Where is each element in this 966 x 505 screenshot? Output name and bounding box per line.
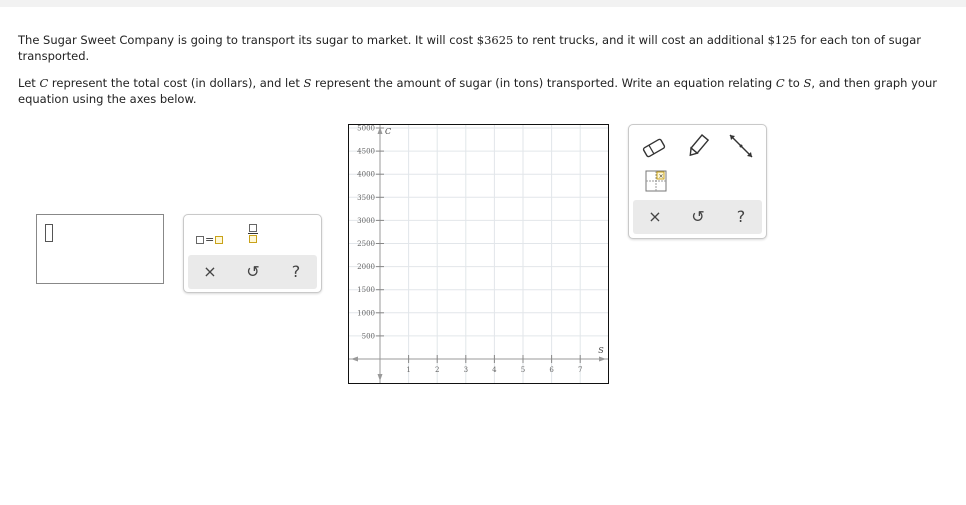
numerator-box-icon: [249, 224, 257, 232]
y-tick-label: 2500: [357, 240, 375, 248]
x-tick-label: 2: [434, 366, 440, 374]
eraser-icon[interactable]: [641, 137, 667, 159]
problem-text: Let: [18, 76, 40, 90]
y-tick-label: 4500: [357, 147, 375, 156]
variable-s: S: [303, 76, 312, 90]
variable-s: S: [803, 76, 812, 90]
x-tick-label: 4: [492, 366, 497, 374]
problem-text: to rent trucks, and it will cost an additional: [513, 33, 768, 47]
y-tick-label: 5000: [357, 125, 375, 133]
problem-paragraph-2: [18, 75, 938, 107]
per-ton-cost-value: $125: [767, 33, 797, 47]
x-tick-label: 6: [549, 366, 554, 374]
denominator-box-icon: [249, 235, 257, 243]
variable-c: C: [775, 76, 785, 90]
clear-button[interactable]: ×: [648, 207, 662, 226]
equation-action-bar: [188, 255, 317, 289]
equals-template-button[interactable]: [196, 233, 223, 246]
help-button[interactable]: ?: [291, 262, 301, 281]
variable-c: C: [39, 76, 49, 90]
problem-text: , and then graph your equation using the axes below.: [18, 76, 937, 106]
y-axis-arrow-down: [378, 374, 383, 381]
graph-action-bar: [633, 200, 762, 234]
problem-statement: [18, 32, 938, 118]
x-tick-label: 5: [520, 366, 526, 374]
empty-box-icon: [215, 236, 223, 244]
y-tick-label: 3000: [357, 216, 375, 225]
fraction-bar: [248, 233, 258, 234]
fraction-template-button[interactable]: [247, 224, 259, 243]
x-axis-label: S: [598, 346, 604, 355]
problem-text: for each ton of sugar transported.: [18, 33, 921, 63]
y-tick-label: 1500: [357, 286, 375, 295]
problem-text: to: [784, 76, 804, 90]
undo-button[interactable]: ↺: [691, 207, 705, 226]
x-tick-label: 1: [406, 366, 411, 374]
y-tick-label: 3500: [357, 193, 375, 202]
coordinate-plane[interactable]: [349, 125, 608, 383]
x-tick-label: 7: [577, 366, 583, 374]
svg-text:×: ×: [658, 173, 664, 180]
input-cursor-placeholder: [45, 224, 53, 242]
equals-symbol: =: [205, 233, 215, 246]
problem-text: The Sugar Sweet Company is going to transport its sugar to market. It will cost: [18, 33, 477, 47]
rent-cost-value: $3625: [476, 33, 514, 47]
problem-text: represent the amount of sugar (in tons) transported. Write an equation relating: [311, 76, 776, 90]
graph-tool-palette: [628, 124, 767, 239]
problem-paragraph-1: [18, 32, 938, 64]
x-axis-arrow-left: [351, 357, 358, 362]
empty-box-icon: [196, 236, 204, 244]
y-axis-label: C: [384, 127, 392, 136]
y-tick-label: 2000: [357, 263, 375, 272]
y-tick-label: 4000: [357, 170, 375, 179]
equation-palette: [183, 214, 322, 293]
undo-button[interactable]: ↺: [246, 262, 260, 281]
line-segment-icon[interactable]: [727, 132, 755, 160]
y-tick-label: 500: [361, 332, 375, 341]
clear-button[interactable]: ×: [203, 262, 217, 281]
equation-answer-input[interactable]: [36, 214, 164, 284]
graph-area[interactable]: [348, 124, 609, 384]
problem-text: represent the total cost (in dollars), and let: [48, 76, 304, 90]
grid-move-icon[interactable]: [645, 170, 667, 192]
help-button[interactable]: ?: [736, 207, 746, 226]
x-axis-arrow: [599, 357, 606, 362]
x-tick-label: 3: [463, 366, 469, 374]
y-tick-label: 1000: [357, 309, 375, 318]
top-bar: [0, 0, 966, 7]
pencil-icon[interactable]: [685, 133, 711, 159]
